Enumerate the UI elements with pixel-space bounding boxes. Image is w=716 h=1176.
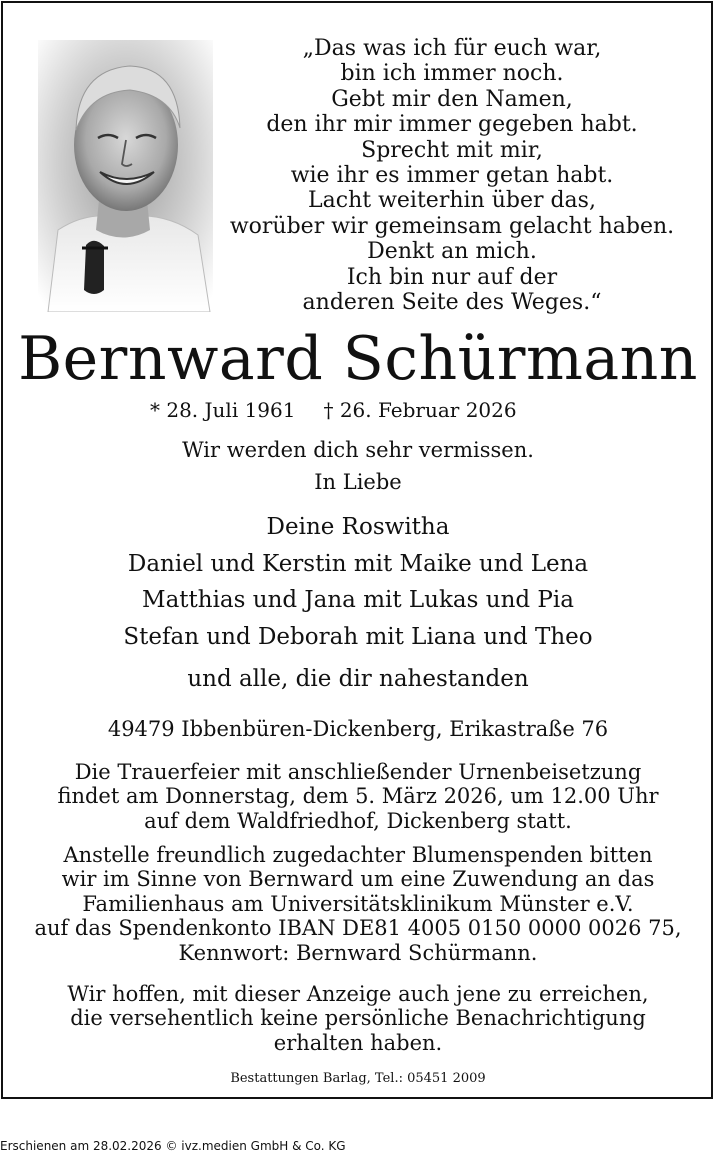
address: 49479 Ibbenbüren-Dickenberg, Erikastraße 76 bbox=[107, 717, 609, 741]
poem-line: Gebt mir den Namen, bbox=[331, 86, 573, 112]
ceremony-line: Die Trauerfeier mit anschließender Urnenbeisetzung bbox=[74, 760, 642, 784]
funeral-home: Bestattungen Barlag, Tel.: 05451 2009 bbox=[230, 1071, 486, 1086]
family-member: Daniel und Kerstin mit Maike und Lena bbox=[127, 550, 589, 577]
poem-line: wie ihr es immer getan habt. bbox=[290, 163, 614, 189]
portrait-photo bbox=[38, 40, 213, 312]
poem-line: Lacht weiterhin über das, bbox=[308, 188, 596, 214]
notice-paragraph bbox=[20, 982, 696, 1055]
miss-text: Wir werden dich sehr vermissen. bbox=[182, 438, 534, 462]
poem-line: anderen Seite des Weges.“ bbox=[302, 290, 602, 316]
family-list bbox=[0, 509, 716, 655]
love-text: In Liebe bbox=[314, 470, 402, 494]
poem-line: Denkt an mich. bbox=[367, 239, 537, 265]
death-date: † 26. Februar 2026 bbox=[323, 398, 517, 422]
poem-line: Ich bin nur auf der bbox=[346, 264, 558, 290]
poem-line: den ihr mir immer gegeben habt. bbox=[266, 112, 638, 138]
poem-line: bin ich immer noch. bbox=[340, 61, 564, 87]
donation-line: Kennwort: Bernward Schürmann. bbox=[178, 940, 538, 965]
life-dates bbox=[150, 396, 517, 424]
birth-date: * 28. Juli 1961 bbox=[150, 398, 296, 422]
family-member: Stefan und Deborah mit Liana und Theo bbox=[123, 623, 593, 650]
donation-paragraph bbox=[20, 843, 696, 965]
poem-line: Sprecht mit mir, bbox=[361, 137, 543, 163]
others-text: und alle, die dir nahestanden bbox=[187, 666, 529, 692]
notice-line: Wir hoffen, mit dieser Anzeige auch jene zu erreichen, bbox=[67, 982, 649, 1006]
family-member: Deine Roswitha bbox=[266, 514, 450, 540]
donation-line: Anstelle freundlich zugedachter Blumenspenden bitten bbox=[63, 843, 653, 867]
donation-line: auf das Spendenkonto IBAN DE81 4005 0150 0000 0026 75, bbox=[34, 916, 682, 941]
ceremony-paragraph bbox=[20, 760, 696, 833]
ceremony-line: findet am Donnerstag, dem 5. März 2026, um 12.00 Uhr bbox=[57, 784, 659, 809]
poem-line: worüber wir gemeinsam gelacht haben. bbox=[229, 213, 675, 239]
deceased-name: Bernward Schürmann bbox=[18, 324, 698, 394]
notice-line: erhalten haben. bbox=[273, 1030, 443, 1055]
family-member: Matthias und Jana mit Lukas und Pia bbox=[142, 587, 574, 613]
notice-line: die versehentlich keine persönliche Benachrichtigung bbox=[70, 1006, 646, 1031]
poem-line: „Das was ich für euch war, bbox=[302, 36, 602, 61]
donation-line: wir im Sinne von Bernward um eine Zuwendung an das bbox=[61, 867, 655, 892]
poem-block bbox=[222, 36, 682, 315]
ceremony-line: auf dem Waldfriedhof, Dickenberg statt. bbox=[144, 808, 572, 833]
donation-line: Familienhaus am Universitätsklinikum Münster e.V. bbox=[82, 891, 634, 916]
publication-footer: Erschienen am 28.02.2026 © ivz.medien GmbH & Co. KG bbox=[0, 1139, 346, 1153]
